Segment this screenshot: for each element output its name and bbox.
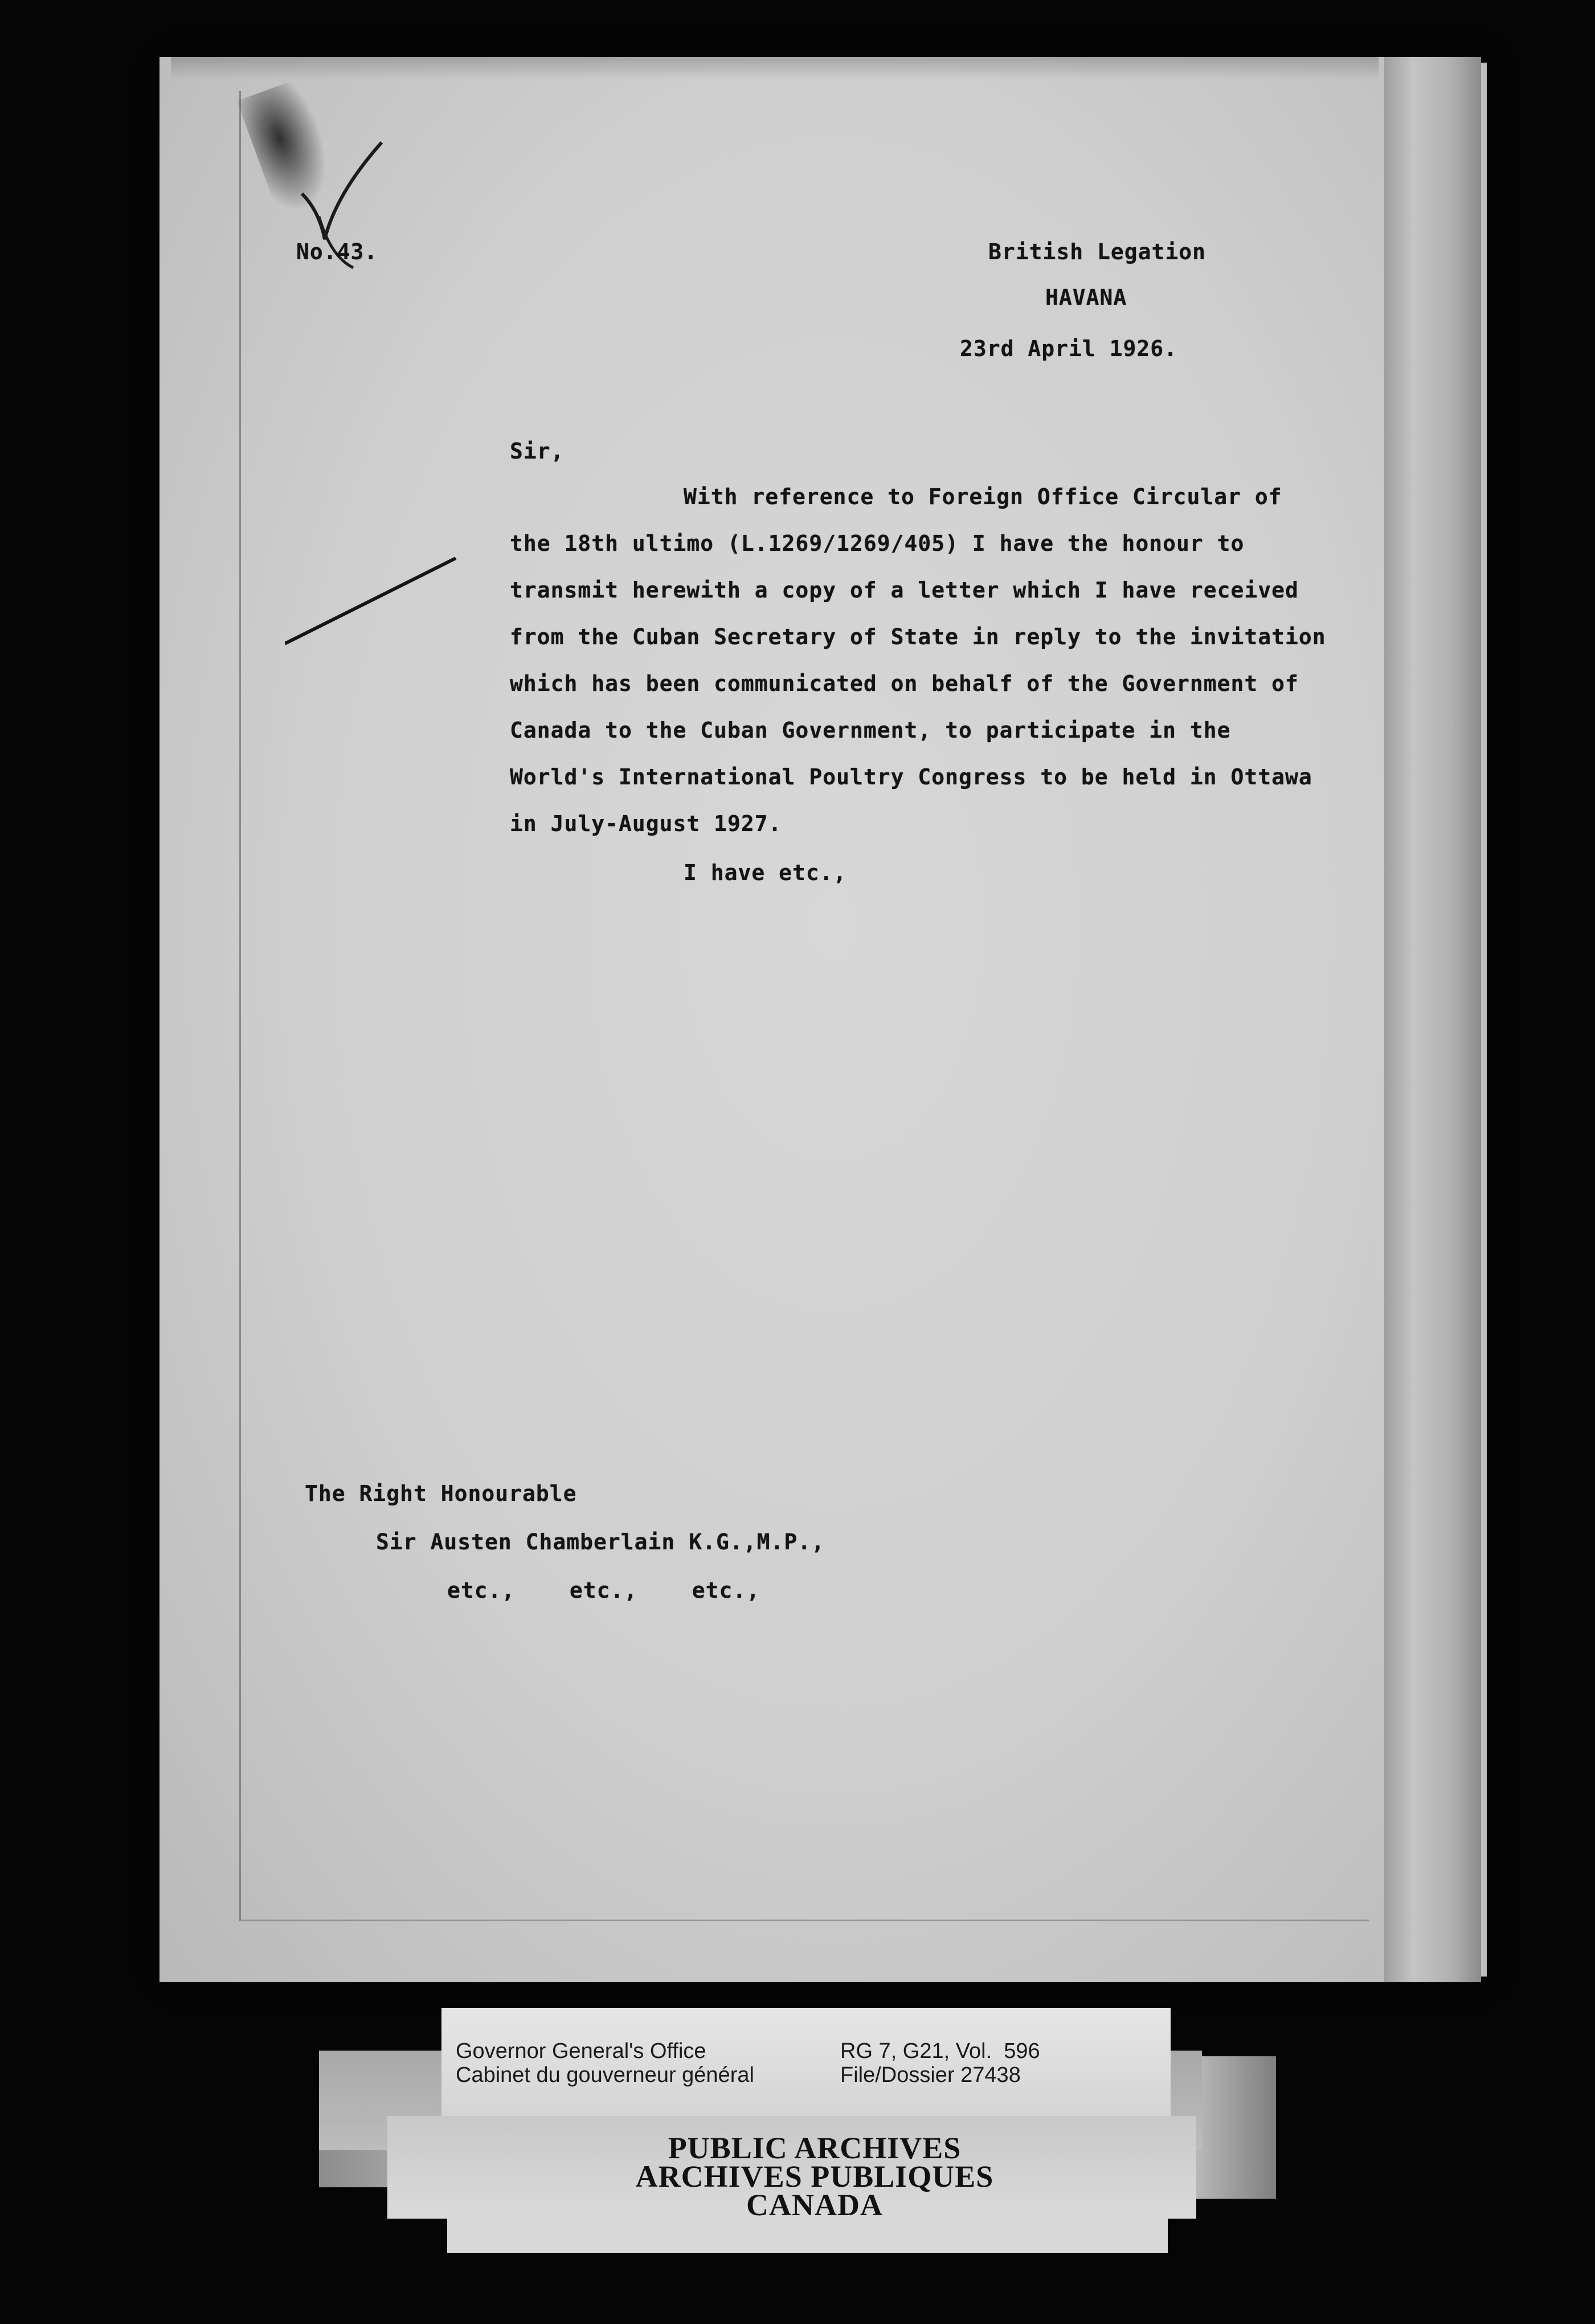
body-line: the 18th ultimo (L.1269/1269/405) I have the honour to	[510, 531, 1245, 556]
archive-ref: RG 7, G21, Vol. 596	[840, 2039, 1040, 2063]
archive-stamp-line2: ARCHIVES PUBLIQUES	[635, 2159, 994, 2194]
stacked-page-edges	[1384, 57, 1481, 1982]
body-line: Canada to the Cuban Government, to participate in the	[510, 718, 1231, 743]
archive-label-tab-right	[1196, 2056, 1276, 2199]
letter-number: No.43.	[296, 239, 378, 264]
body-line: from the Cuban Secretary of State in reply to the invitation	[510, 624, 1326, 649]
body-line: which has been communicated on behalf of the Government of	[510, 671, 1299, 696]
letter-date: 23rd April 1926.	[960, 336, 1178, 361]
sheet-inner-border	[239, 91, 1369, 1921]
addressee-title: The Right Honourable	[305, 1481, 577, 1506]
archive-office-en: Governor General's Office	[456, 2039, 706, 2063]
addressee-name: Sir Austen Chamberlain K.G.,M.P.,	[376, 1529, 825, 1554]
top-fold-shadow	[171, 57, 1379, 80]
archive-stamp-line3: CANADA	[746, 2188, 883, 2222]
body-line: With reference to Foreign Office Circular of	[684, 484, 1282, 509]
archive-file: File/Dossier 27438	[840, 2063, 1021, 2087]
archive-stamp-line1: PUBLIC ARCHIVES	[668, 2131, 962, 2165]
handwritten-margin-line	[285, 547, 473, 661]
sender-city: HAVANA	[1045, 285, 1127, 310]
body-line: transmit herewith a copy of a letter which I have received	[510, 578, 1299, 603]
closing: I have etc.,	[684, 860, 847, 885]
archive-office-fr: Cabinet du gouverneur général	[456, 2063, 754, 2087]
sender-place: British Legation	[988, 239, 1207, 264]
addressee-etc: etc., etc., etc.,	[447, 1578, 760, 1603]
body-line: World's International Poultry Congress to be held in Ottawa	[510, 764, 1312, 789]
letter-sheet	[160, 57, 1384, 1982]
body-line: in July-August 1927.	[510, 811, 782, 836]
salutation: Sir,	[510, 439, 565, 464]
